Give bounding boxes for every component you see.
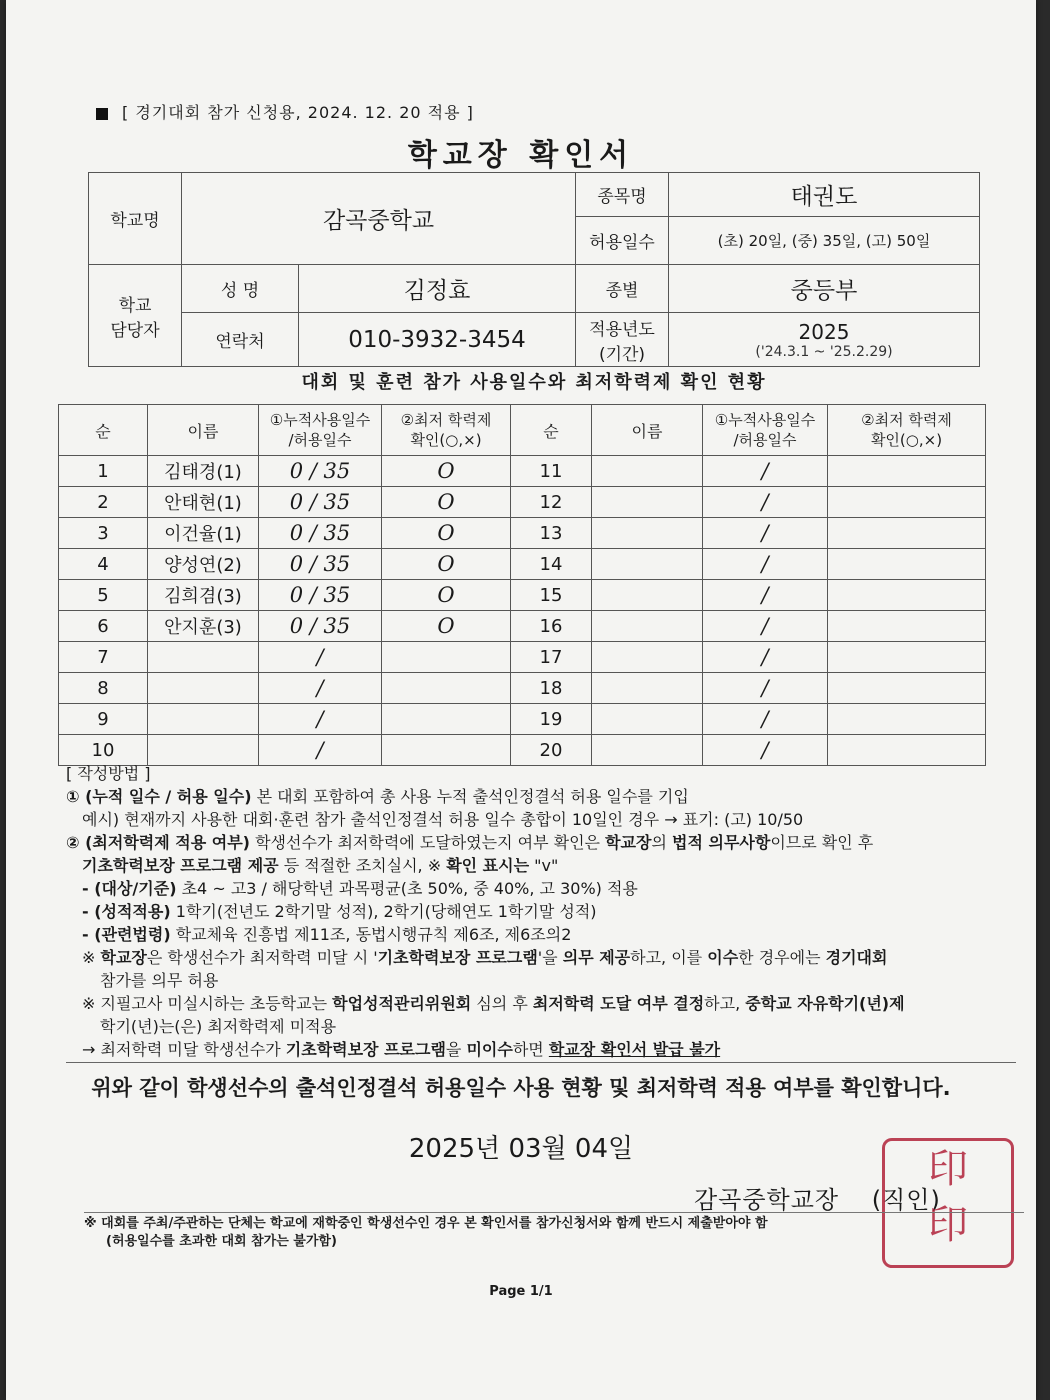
- row-days: /: [259, 704, 382, 735]
- row-days: /: [703, 735, 828, 766]
- row-name: [592, 735, 703, 766]
- principal-signature: 감곡중학교장 (직인): [694, 1186, 941, 1214]
- school-value: 감곡중학교: [182, 173, 576, 265]
- row-check: [382, 673, 511, 704]
- row-days: /: [703, 642, 828, 673]
- row-days: 0 / 35: [259, 611, 382, 642]
- table-row: [59, 735, 986, 766]
- row-name: [148, 704, 259, 735]
- issue-date: 2025년 03월 04일: [408, 1134, 634, 1164]
- col-min-2: ②최저 학력제 확인(○,×): [828, 405, 986, 456]
- row-no: 12: [511, 487, 592, 518]
- event-label: 종목명: [576, 173, 669, 217]
- row-no: 8: [59, 673, 148, 704]
- instr-line: - (관련법령) 학교체육 진흥법 제11조, 동법시행규칙 제6조, 제6조의2: [82, 925, 572, 944]
- row-check: [828, 673, 986, 704]
- row-no: 13: [511, 518, 592, 549]
- row-no: 2: [59, 487, 148, 518]
- row-no: 19: [511, 704, 592, 735]
- table-row: [59, 704, 986, 735]
- row-check: [828, 549, 986, 580]
- contact-value: 010-3932-3454: [299, 313, 576, 367]
- row-no: 17: [511, 642, 592, 673]
- instr-line: → 최저학력 미달 학생선수가 기초학력보장 프로그램을 미이수하면 학교장 확인서 발급 불가: [82, 1040, 721, 1059]
- row-check: [828, 704, 986, 735]
- staff-label: 학교 담당자: [89, 265, 182, 367]
- col-no-2: 순: [511, 405, 592, 456]
- row-check: [828, 456, 986, 487]
- document-title: 학교장 확인서: [407, 138, 635, 173]
- row-no: 14: [511, 549, 592, 580]
- row-name: [592, 642, 703, 673]
- col-min: ②최저 학력제 확인(○,×): [382, 405, 511, 456]
- allow-value: (초) 20일, (중) 35일, (고) 50일: [669, 217, 980, 265]
- row-name: 이건율(1): [148, 518, 259, 549]
- confirmation-statement: 위와 같이 학생선수의 출석인정결석 허용일수 사용 현황 및 최저학력 적용 여부를 확인합니다.: [91, 1076, 951, 1100]
- square-bullet-icon: [96, 108, 108, 120]
- row-no: 11: [511, 456, 592, 487]
- row-name: 김태경(1): [148, 456, 259, 487]
- row-name: 양성연(2): [148, 549, 259, 580]
- event-value: 태권도: [669, 173, 980, 217]
- row-days: 0 / 35: [259, 456, 382, 487]
- row-check: [828, 518, 986, 549]
- row-check: [828, 735, 986, 766]
- row-days: /: [703, 549, 828, 580]
- row-check: [828, 642, 986, 673]
- row-name: [148, 642, 259, 673]
- row-days: /: [703, 704, 828, 735]
- row-days: /: [259, 642, 382, 673]
- division-label: 종별: [576, 265, 669, 313]
- name-label: 성 명: [182, 265, 299, 313]
- page-number: Page 1/1: [489, 1284, 553, 1299]
- row-days: /: [259, 735, 382, 766]
- col-days-2: ①누적사용일수 /허용일수: [703, 405, 828, 456]
- name-value: 김정효: [299, 265, 576, 313]
- row-days: /: [703, 673, 828, 704]
- attendance-table: [58, 404, 986, 766]
- row-name: [592, 704, 703, 735]
- col-days: ①누적사용일수 /허용일수: [259, 405, 382, 456]
- table-row: [59, 487, 986, 518]
- instr-line: 기초학력보장 프로그램 제공 등 적절한 조치실시, ※ 확인 표시는 "v": [82, 856, 559, 875]
- row-name: [592, 487, 703, 518]
- row-days: /: [259, 673, 382, 704]
- info-table: [88, 172, 980, 367]
- footnote: ※ 대회를 주최/주관하는 단체는 학교에 재학중인 학생선수인 경우 본 확인서를 참가신청서와 함께 반드시 제출받아야 함 (허용일수를 초과한 대회 참가는 불가함): [84, 1212, 1024, 1251]
- instr-line: ① (누적 일수 / 허용 일수) 본 대회 포함하여 총 사용 누적 출석인정결석 허용 일수를 기입: [66, 787, 689, 806]
- instructions: [66, 762, 1016, 1061]
- row-name: [592, 611, 703, 642]
- row-name: [592, 456, 703, 487]
- divider: [66, 1062, 1016, 1063]
- row-name: [148, 673, 259, 704]
- row-check: [828, 580, 986, 611]
- row-name: [592, 549, 703, 580]
- year-label: 적용년도 (기간): [576, 313, 669, 367]
- row-days: 0 / 35: [259, 487, 382, 518]
- table-row: [59, 673, 986, 704]
- row-no: 4: [59, 549, 148, 580]
- row-check: O: [382, 549, 511, 580]
- division-value: 중등부: [669, 265, 980, 313]
- row-name: [592, 518, 703, 549]
- row-no: 15: [511, 580, 592, 611]
- document-page: [6, 0, 1036, 1400]
- school-label: 학교명: [89, 173, 182, 265]
- row-name: [592, 673, 703, 704]
- row-no: 6: [59, 611, 148, 642]
- row-no: 7: [59, 642, 148, 673]
- row-check: O: [382, 487, 511, 518]
- table-row: [59, 611, 986, 642]
- row-no: 3: [59, 518, 148, 549]
- row-check: [382, 704, 511, 735]
- contact-label: 연락처: [182, 313, 299, 367]
- row-name: 안지훈(3): [148, 611, 259, 642]
- row-name: 안태현(1): [148, 487, 259, 518]
- table-row: [59, 642, 986, 673]
- row-no: 10: [59, 735, 148, 766]
- row-check: [382, 642, 511, 673]
- row-name: 김희겸(3): [148, 580, 259, 611]
- col-name: 이름: [148, 405, 259, 456]
- row-days: 0 / 35: [259, 580, 382, 611]
- row-days: /: [703, 611, 828, 642]
- row-days: /: [703, 580, 828, 611]
- row-check: [382, 735, 511, 766]
- instr-line: ※ 지필고사 미실시하는 초등학교는 학업성적관리위원회 심의 후 최저학력 도달 여부 결정하고, 중학교 자유학기(년)제: [82, 994, 905, 1013]
- instr-line: - (성적적용) 1학기(전년도 2학기말 성적), 2학기(당해연도 1학기말 성적): [82, 902, 597, 921]
- row-check: O: [382, 580, 511, 611]
- row-check: O: [382, 456, 511, 487]
- table-row: [59, 580, 986, 611]
- row-check: O: [382, 611, 511, 642]
- table-row: [59, 456, 986, 487]
- col-name-2: 이름: [592, 405, 703, 456]
- row-name: [148, 735, 259, 766]
- allow-label: 허용일수: [576, 217, 669, 265]
- row-no: 18: [511, 673, 592, 704]
- row-no: 20: [511, 735, 592, 766]
- row-no: 9: [59, 704, 148, 735]
- row-days: /: [703, 456, 828, 487]
- row-days: 0 / 35: [259, 518, 382, 549]
- instr-line: 학기(년)는(은) 최저학력제 미적용: [100, 1017, 337, 1036]
- row-name: [592, 580, 703, 611]
- attendance-heading: 대회 및 훈련 참가 사용일수와 최저학력제 확인 현황: [301, 372, 767, 393]
- table-row: [59, 518, 986, 549]
- instr-heading: [ 작성방법 ]: [66, 764, 151, 783]
- official-seal-stamp: 印 印: [882, 1138, 1014, 1268]
- row-check: [828, 611, 986, 642]
- row-no: 1: [59, 456, 148, 487]
- row-no: 16: [511, 611, 592, 642]
- top-note: [ 경기대회 참가 신청용, 2024. 12. 20 적용 ]: [96, 100, 474, 123]
- row-no: 5: [59, 580, 148, 611]
- instr-line: - (대상/기준) 초4 ~ 고3 / 해당학년 과목평균(초 50%, 중 40%, 고 30%) 적용: [82, 879, 638, 898]
- instr-line: 참가를 의무 허용: [100, 971, 219, 990]
- instr-line: ※ 학교장은 학생선수가 최저학력 미달 시 '기초학력보장 프로그램'을 의무 제공하고, 이를 이수한 경우에는 경기대회: [82, 948, 888, 967]
- row-check: [828, 487, 986, 518]
- row-check: O: [382, 518, 511, 549]
- row-days: /: [703, 487, 828, 518]
- row-days: /: [703, 518, 828, 549]
- instr-line: 예시) 현재까지 사용한 대회·훈련 참가 출석인정결석 허용 일수 총합이 10일인 경우 → 표기: (고) 10/50: [82, 810, 804, 829]
- col-no: 순: [59, 405, 148, 456]
- row-days: 0 / 35: [259, 549, 382, 580]
- year-value: 2025 ('24.3.1 ~ '25.2.29): [669, 313, 980, 367]
- instr-line: ② (최저학력제 적용 여부) 학생선수가 최저학력에 도달하였는지 여부 확인은 학교장의 법적 의무사항이므로 확인 후: [66, 833, 874, 852]
- table-row: [59, 549, 986, 580]
